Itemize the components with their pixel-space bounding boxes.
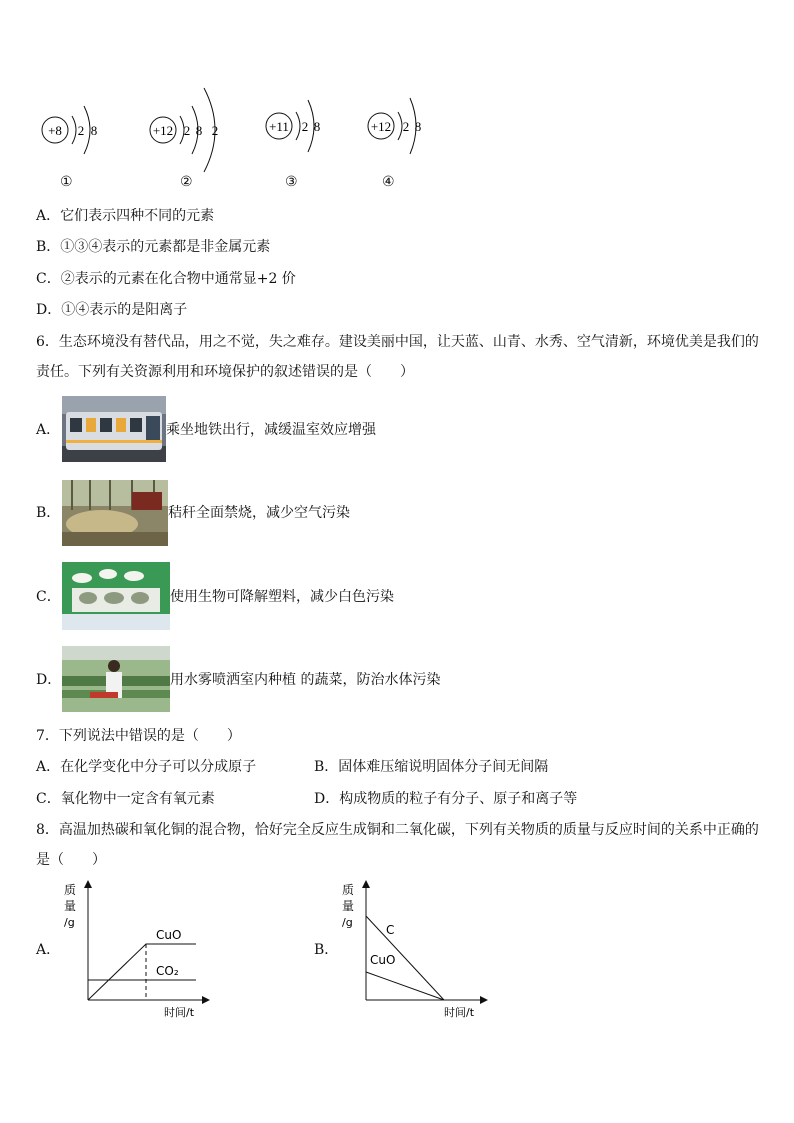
subway-photo [62, 396, 166, 462]
graph-b [336, 876, 496, 1022]
atom-label-2: ② [180, 174, 193, 190]
shell-electrons: 8 [414, 119, 422, 134]
x-axis-label: 时间/t [164, 1006, 195, 1019]
series-label-c: C [386, 923, 395, 937]
q8-stem-line2: 是（ ） [36, 852, 106, 868]
shell-electrons: 8 [313, 119, 321, 134]
q6-option-c-text: 使用生物可降解塑料，减少白色污染 [170, 589, 394, 605]
shell-electrons: 2 [402, 119, 410, 134]
y-axis-label-2: 量 [342, 899, 355, 913]
series-label-cuo: CuO [370, 953, 396, 967]
q7-option-b[interactable]: B．固体难压缩说明固体分子间无间隔 [314, 759, 549, 775]
y-axis-label-2: 量 [64, 899, 77, 913]
q8-stem-line1: 8．高温加热碳和氧化铜的混合物，恰好完全反应生成铜和二氧化碳，下列有关物质的质量与反应时间的关系中正确的 [36, 822, 759, 838]
q7-option-a[interactable]: A．在化学变化中分子可以分成原子 [36, 759, 257, 775]
q7-option-d[interactable]: D．构成物质的粒子有分子、原子和离子等 [314, 791, 578, 807]
q5-option-d[interactable]: D．①④表示的是阳离子 [36, 302, 188, 318]
q7-stem: 7．下列说法中错误的是（ ） [36, 728, 241, 744]
atom-diagram-4 [364, 88, 444, 164]
atom-label-1: ① [60, 174, 73, 190]
q6-option-b-text: 秸秆全面禁烧，减少空气污染 [168, 505, 350, 521]
y-axis-label-3: /g [342, 916, 353, 929]
atom-diagram-3 [262, 88, 342, 164]
q6-option-d-text: 用水雾喷洒室内种植 的蔬菜，防治水体污染 [170, 672, 441, 688]
shell-electrons: 2 [183, 123, 191, 138]
y-axis-label-1: 质 [342, 883, 355, 897]
q5-option-a[interactable]: A．它们表示四种不同的元素 [36, 208, 215, 224]
q6-option-c-label[interactable]: C． [36, 589, 61, 605]
y-axis-label-1: 质 [64, 883, 77, 897]
shell-electrons: 2 [211, 123, 219, 138]
q6-option-b-label[interactable]: B． [36, 505, 61, 521]
q6-option-d-label[interactable]: D． [36, 672, 62, 688]
graph-a [56, 876, 216, 1022]
straw-field-photo [62, 480, 168, 546]
q6-stem-line2: 责任。下列有关资源利用和环境保护的叙述错误的是（ ） [36, 364, 414, 380]
atom-diagram-2 [146, 82, 232, 178]
atom-diagram-1 [38, 92, 118, 168]
atom-label-3: ③ [285, 174, 298, 190]
q5-option-b[interactable]: B．①③④表示的元素都是非金属元素 [36, 239, 271, 255]
x-axis-label: 时间/t [444, 1006, 475, 1019]
shell-electrons: 2 [301, 119, 309, 134]
q7-option-c[interactable]: C．氧化物中一定含有氧元素 [36, 791, 215, 807]
nucleus-charge: +12 [370, 119, 392, 134]
shell-electrons: 8 [90, 123, 98, 138]
q8-option-b-label[interactable]: B． [314, 942, 339, 958]
y-axis-label-3: /g [64, 916, 75, 929]
q6-option-a-label[interactable]: A． [36, 422, 61, 438]
nucleus-charge: +11 [269, 119, 289, 134]
shell-electrons: 8 [195, 123, 203, 138]
greenhouse-photo [62, 646, 170, 712]
nucleus-charge: +12 [152, 123, 174, 138]
nucleus-charge: +8 [48, 123, 62, 138]
biodegradable-plastic-photo [62, 562, 170, 630]
series-label-co2: CO₂ [156, 964, 179, 978]
q8-option-a-label[interactable]: A． [36, 942, 61, 958]
q6-stem-line1: 6．生态环境没有替代品，用之不觉，失之难存。建设美丽中国，让天蓝、山青、水秀、空气清新，环境优美是我们的 [36, 334, 759, 350]
shell-electrons: 2 [77, 123, 85, 138]
atom-label-4: ④ [382, 174, 395, 190]
series-label-cuo: CuO [156, 928, 182, 942]
q6-option-a-text: 乘坐地铁出行，减缓温室效应增强 [166, 422, 376, 438]
q5-option-c[interactable]: C．②表示的元素在化合物中通常显+2 价 [36, 271, 296, 287]
